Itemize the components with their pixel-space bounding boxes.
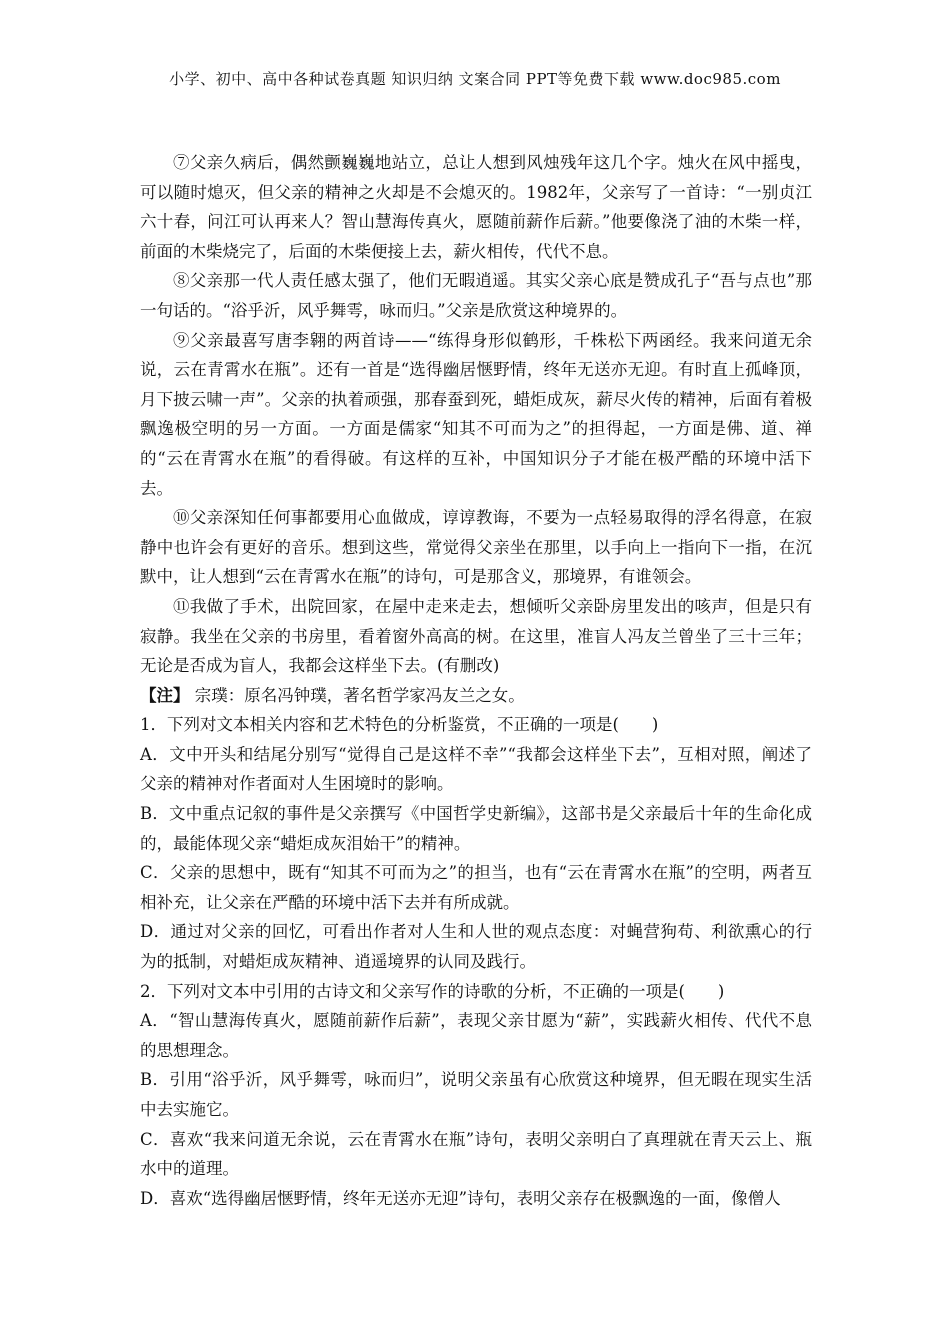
question-1-option-c: C．父亲的思想中，既有“知其不可而为之”的担当，也有“云在青霄水在瓶”的空明，两者互相补充，让父亲在严酷的环境中活下去并有所成就。	[140, 863, 812, 912]
passage-paragraph-7: ⑦父亲久病后，偶然颤巍巍地站立，总让人想到风烛残年这几个字。烛火在风中摇曳，可以随时熄灭，但父亲的精神之火却是不会熄灭的。1982年，父亲写了一首诗：“一别贞江六十春，问江可认再来人？智山慧海传真火，愿随前薪作后薪。”他要像浇了油的木柴一样，前面的木柴烧完了，后面的木柴便接上去，薪火相传，代代不息。	[140, 153, 812, 261]
author-note	[140, 681, 812, 711]
passage-paragraph-11: ⑪我做了手术，出院回家，在屋中走来走去，想倾听父亲卧房里发出的咳声，但是只有寂静。我坐在父亲的书房里，看着窗外高高的树。在这里，准盲人冯友兰曾坐了三十三年；无论是否成为盲人，我都会这样坐下去。(有删改)	[140, 596, 812, 676]
passage-paragraph-8: ⑧父亲那一代人责任感太强了，他们无暇逍遥。其实父亲心底是赞成孔子“吾与点也”那一句话的。“浴乎沂，风乎舞雩，咏而归。”父亲是欣赏这种境界的。	[140, 271, 812, 320]
question-2-option-b: B．引用“浴乎沂，风乎舞雩，咏而归”，说明父亲虽有心欣赏这种境界，但无暇在现实生活中去实施它。	[140, 1070, 812, 1119]
document-body	[140, 148, 812, 1213]
passage-paragraph-10: ⑩父亲深知任何事都要用心血做成，谆谆教诲，不要为一点轻易取得的浮名得意，在寂静中也许会有更好的音乐。想到这些，常觉得父亲坐在那里，以手向上一指向下一指，在沉默中，让人想到“云在青霄水在瓶”的诗句，可是那含义，那境界，有谁领会。	[140, 508, 812, 587]
question-2-option-d: D．喜欢“选得幽居惬野情，终年无送亦无迎”诗句，表明父亲存在极飘逸的一面，像僧人	[140, 1188, 781, 1208]
question-1-option-d: D．通过对父亲的回忆，可看出作者对人生和人世的观点态度：对蝇营狗苟、利欲熏心的行为的抵制，对蜡炬成灰精神、逍遥境界的认同及践行。	[140, 922, 812, 972]
note-text: 宗璞：原名冯钟璞，著名哲学家冯友兰之女。	[189, 685, 525, 705]
passage-paragraph-9: ⑨父亲最喜写唐李翱的两首诗——“练得身形似鹤形，千株松下两函经。我来问道无余说，云在青霄水在瓶”。还有一首是“选得幽居惬野情，终年无送亦无迎。有时直上孤峰顶，月下披云啸一声”。父亲的执着顽强，那春蚕到死，蜡炬成灰，薪尽火传的精神，后面有着极飘逸极空明的另一方面。一方面是儒家“知其不可而为之”的担得起，一方面是佛、道、禅的“云在青霄水在瓶”的看得破。有这样的互补，中国知识分子才能在极严酷的环境中活下去。	[140, 330, 812, 498]
question-2-option-a: A．“智山慧海传真火，愿随前薪作后薪”，表现父亲甘愿为“薪”，实践薪火相传、代代不息的思想理念。	[140, 1011, 812, 1060]
question-1-option-a: A．文中开头和结尾分别写“觉得自己是这样不幸”“我都会这样坐下去”，互相对照，阐述了父亲的精神对作者面对人生困境时的影响。	[140, 744, 812, 794]
question-1-option-b: B．文中重点记叙的事件是父亲撰写《中国哲学史新编》，这部书是父亲最后十年的生命化成的，最能体现父亲“蜡炬成灰泪始干”的精神。	[140, 804, 812, 853]
question-1-stem: 1．下列对文本相关内容和艺术特色的分析鉴赏，不正确的一项是( )	[140, 715, 659, 735]
page-header: 小学、初中、高中各种试卷真题 知识归纳 文案合同 PPT等免费下载 www.doc985.com	[169, 70, 781, 88]
note-label: 【注】	[140, 685, 190, 705]
question-2-stem: 2．下列对文本中引用的古诗文和父亲写作的诗歌的分析，不正确的一项是( )	[140, 981, 725, 1001]
question-2-option-c: C．喜欢“我来问道无余说，云在青霄水在瓶”诗句，表明父亲明白了真理就在青天云上、瓶水中的道理。	[140, 1129, 812, 1179]
